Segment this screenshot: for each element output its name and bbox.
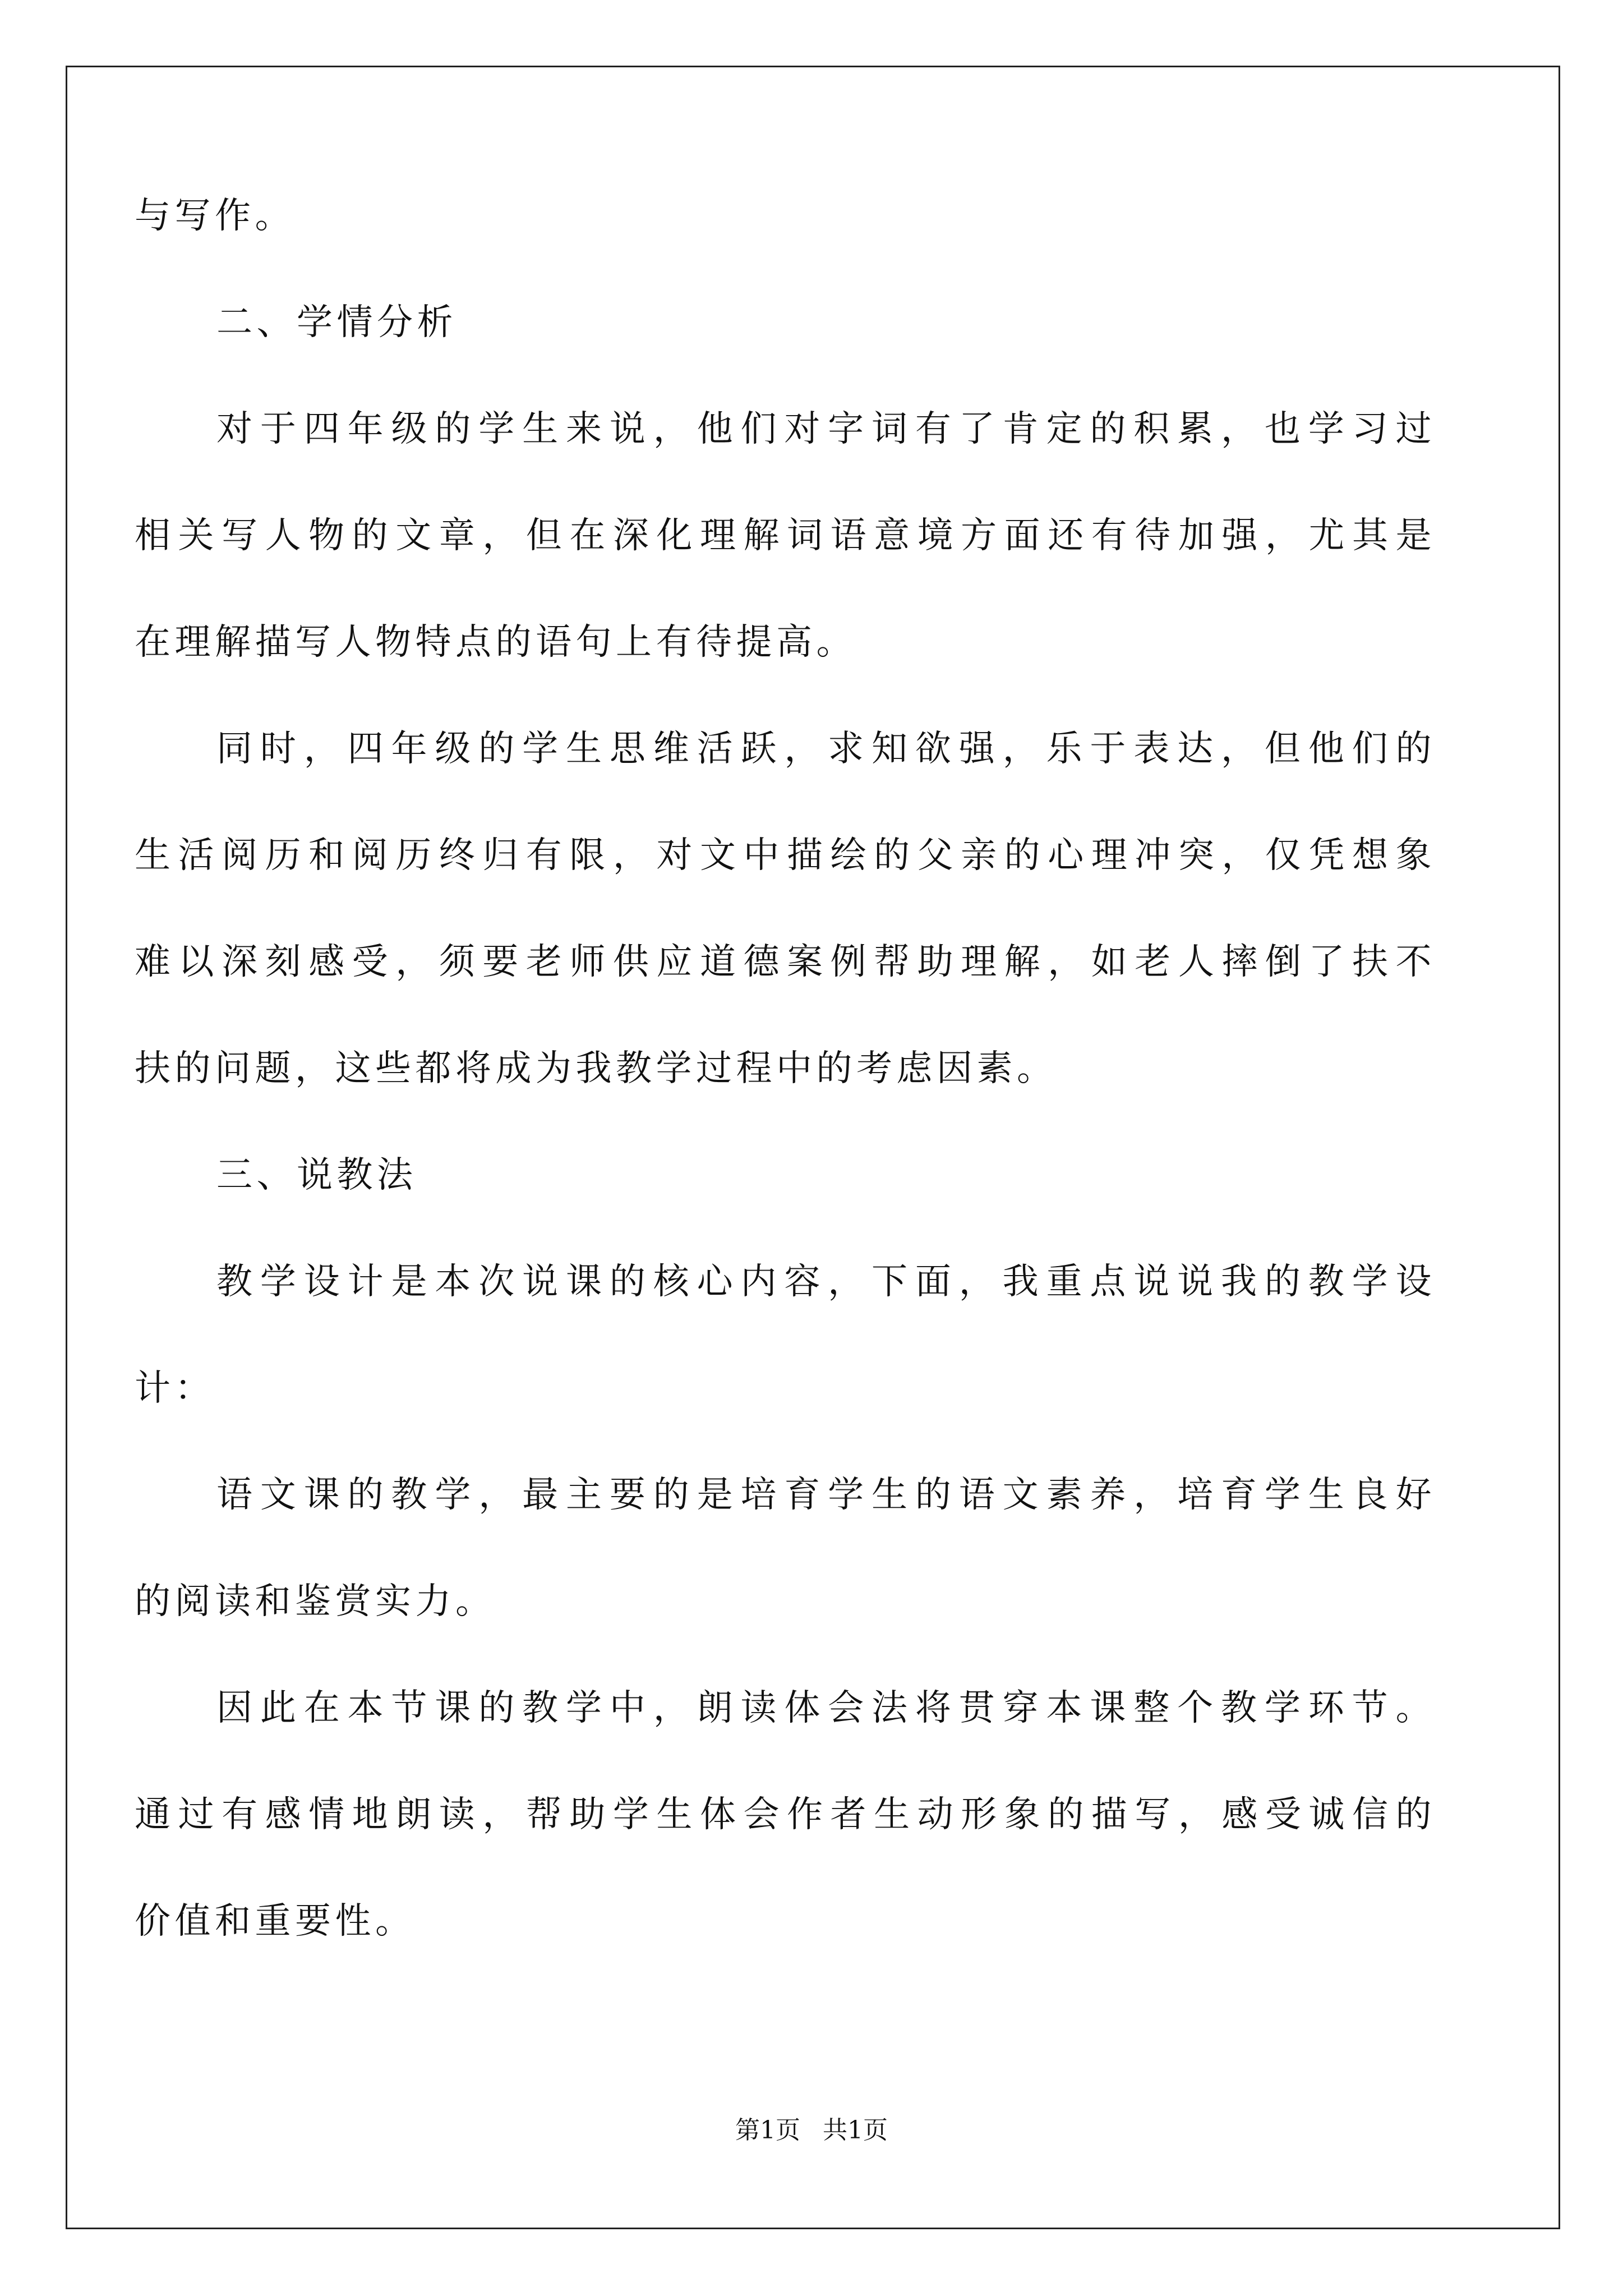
paragraph-line: 相关写人物的文章，但在深化理解词语意境方面还有待加强，尤其是 xyxy=(135,515,1436,556)
total-pages-label: 共1页 xyxy=(823,2116,888,2145)
paragraph-line: 因此在本节课的教学中，朗读体会法将贯穿本课整个教学环节。 xyxy=(216,1687,1436,1729)
paragraph-line: 难以深刻感受，须要老师供应道德案例帮助理解，如老人摔倒了扶不 xyxy=(135,941,1436,983)
paragraph-line: 扶的问题，这些都将成为我教学过程中的考虑因素。 xyxy=(135,1048,1057,1089)
paragraph-line: 教学设计是本次说课的核心内容，下面，我重点说说我的教学设 xyxy=(216,1261,1436,1303)
page-number-label: 第1页 xyxy=(735,2116,800,2145)
paragraph-line: 的阅读和鉴赏实力。 xyxy=(135,1581,496,1622)
paragraph-line: 通过有感情地朗读，帮助学生体会作者生动形象的描写，感受诚信的 xyxy=(135,1794,1436,1835)
page-footer xyxy=(0,2114,1623,2147)
paragraph-line: 计： xyxy=(135,1368,215,1409)
paragraph-line: 对于四年级的学生来说，他们对字词有了肯定的积累，也学习过 xyxy=(216,408,1436,450)
paragraph-line: 同时，四年级的学生思维活跃，求知欲强，乐于表达，但他们的 xyxy=(216,728,1436,770)
paragraph-line: 生活阅历和阅历终归有限，对文中描绘的父亲的心理冲突，仅凭想象 xyxy=(135,835,1436,876)
paragraph-line: 价值和重要性。 xyxy=(135,1901,416,1942)
section-heading-student-analysis: 二、学情分析 xyxy=(216,302,457,343)
paragraph-line: 语文课的教学，最主要的是培育学生的语文素养，培育学生良好 xyxy=(216,1474,1436,1516)
section-heading-teaching-method: 三、说教法 xyxy=(216,1154,417,1196)
text-line-continuation: 与写作。 xyxy=(135,195,295,237)
paragraph-line: 在理解描写人物特点的语句上有待提高。 xyxy=(135,622,856,663)
